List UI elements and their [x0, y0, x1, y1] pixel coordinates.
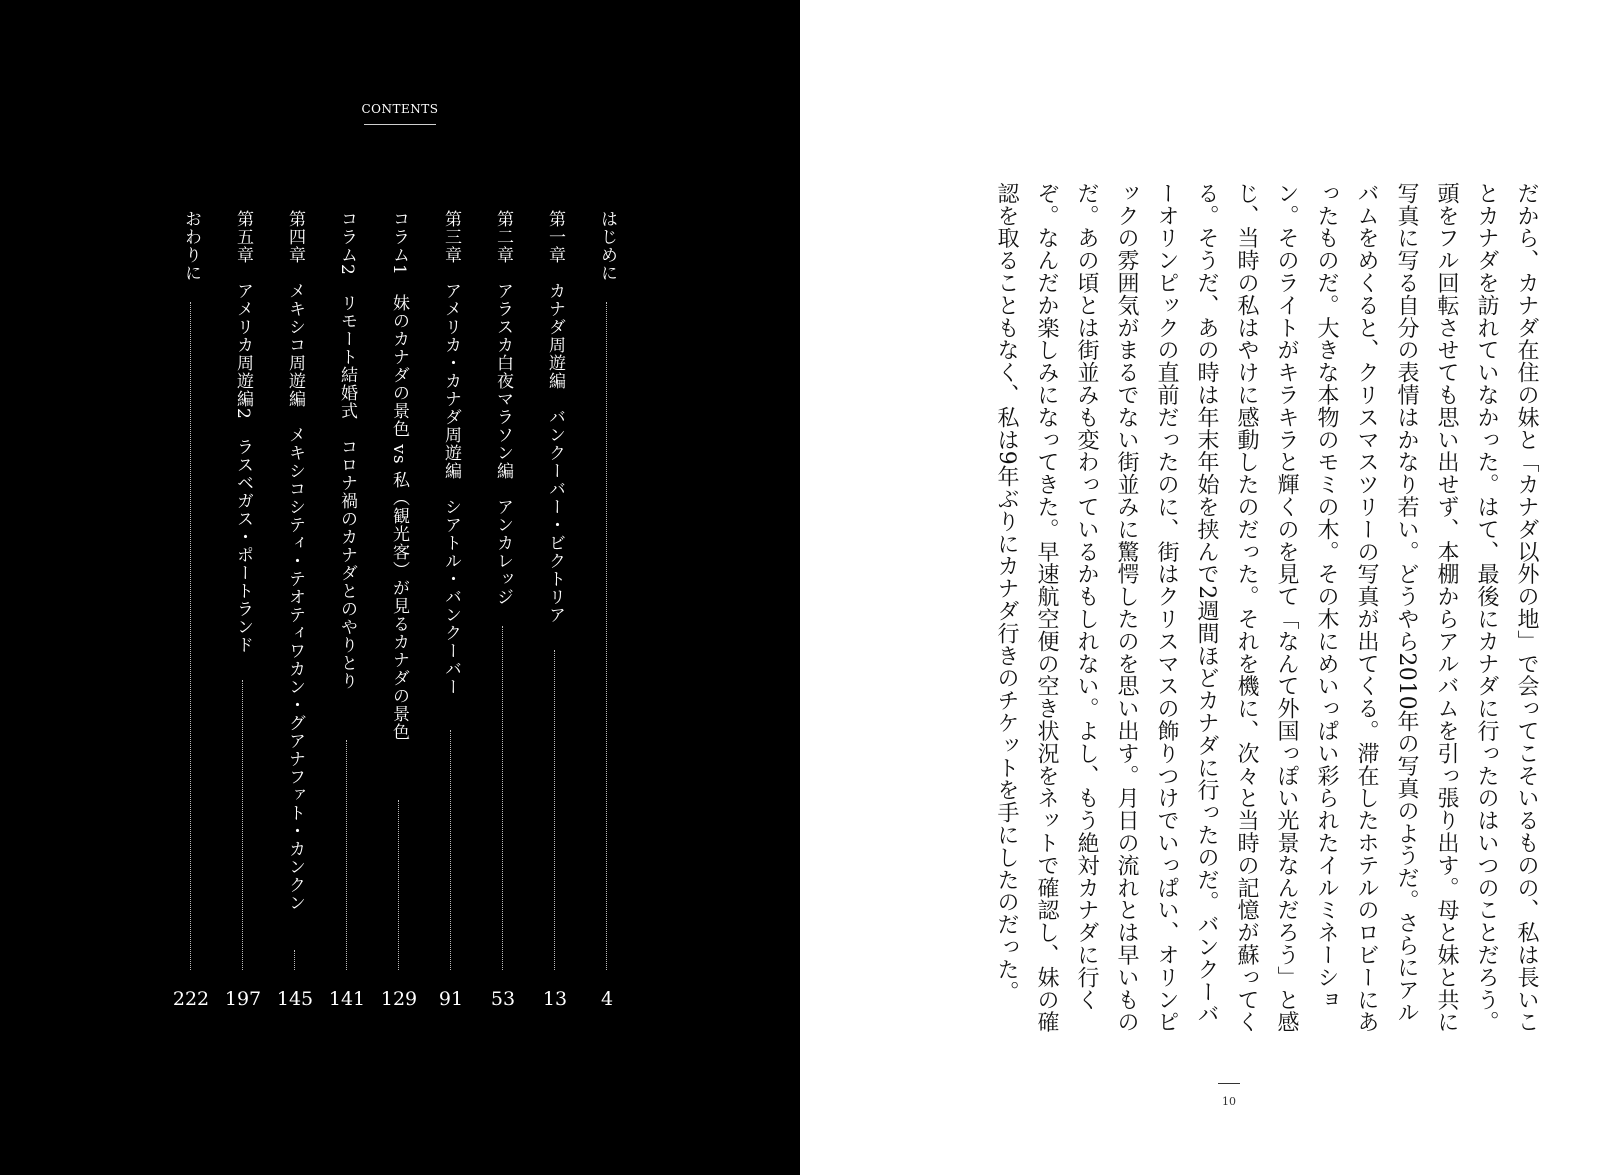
contents-title: CONTENTS — [361, 102, 439, 116]
toc-leader-dots — [346, 740, 347, 970]
toc-leader-dots — [606, 302, 607, 970]
toc-page-number: 145 — [276, 988, 314, 1010]
toc-entry-owarini[interactable] — [177, 210, 205, 970]
page-number: 10 — [1222, 1095, 1236, 1108]
toc-entry-chapter-1[interactable] — [541, 210, 569, 970]
toc-leader-dots — [398, 800, 399, 970]
toc-entry-hajimeni[interactable] — [593, 210, 621, 970]
page-number-rule — [1218, 1083, 1240, 1084]
toc-entry-label: はじめに — [597, 210, 617, 282]
toc-page-number: 141 — [328, 988, 366, 1010]
toc-entry-label: コラム2 リモート結婚式 コロナ禍のカナダとのやりとり — [337, 210, 357, 690]
toc-entry-chapter-2[interactable] — [489, 210, 517, 970]
toc-page-number: 129 — [380, 988, 418, 1010]
toc-leader-dots — [554, 650, 555, 970]
toc-leader-dots — [242, 680, 243, 970]
toc-entry-label: おわりに — [181, 210, 201, 282]
toc-page-number: 4 — [600, 988, 614, 1010]
toc-page-number: 222 — [172, 988, 210, 1010]
toc-page-number: 53 — [490, 988, 516, 1010]
toc-leader-dots — [450, 730, 451, 970]
toc-page-number: 91 — [438, 988, 464, 1010]
toc-entry-chapter-3[interactable] — [437, 210, 465, 970]
toc-entry-label: 第二章 アラスカ白夜マラソン編 アンカレッジ — [493, 210, 513, 606]
toc-entry-column-1[interactable] — [385, 210, 413, 970]
toc-page-number: 13 — [542, 988, 568, 1010]
text-page — [800, 0, 1600, 1175]
toc-leader-dots — [190, 302, 191, 970]
contents-title-rule — [364, 124, 436, 125]
toc-entry-label: 第五章 アメリカ周遊編2 ラスベガス・ポートランド — [233, 210, 253, 654]
toc-entry-label: 第四章 メキシコ周遊編 メキシコシティ・テオティワカン・グアナファト・カンクン — [285, 210, 305, 912]
toc-entry-label: コラム1 妹のカナダの景色 vs 私（観光客）が見るカナダの景色 — [389, 210, 409, 741]
toc-leader-dots — [502, 626, 503, 970]
toc-entry-label: 第一章 カナダ周遊編 バンクーバー・ビクトリア — [545, 210, 565, 624]
toc-page-number: 197 — [224, 988, 262, 1010]
toc-entry-label: 第三章 アメリカ・カナダ周遊編 シアトル・バンクーバー — [441, 210, 461, 696]
toc-entry-chapter-5[interactable] — [229, 210, 257, 970]
body-text: だから、カナダ在住の妹と「カナダ以外の地」で会ってこそいるものの、私は長いことカナダを訪れていなかった。はて、最後にカナダに行ったのはいつのことだろう。頭をフル回転させても思い出せず、本棚からアルバムを引っ張り出す。母と妹と共に写真に写る自分の表情はかなり若い。どうやら2010年の写真のようだ。さらにアルバムをめくると、クリスマスツリーの写真が出てくる。滞在したホテルのロビーにあったものだ。大きな本物のモミの木。その木にめいっぱい彩られたイルミネーション。そのライトがキラキラと輝くのを見て「なんて外国っぽい光景なんだろう」と感じ、当時の私はやけに感動したのだった。それを機に、次々と当時の記憶が蘇ってくる。そうだ、あの時は年末年始を挟んで2週間ほどカナダに行ったのだ。バンクーバーオリンピックの直前だったのに、街はクリスマスの飾りつけでいっぱい、オリンピックの雰囲気がまるでない街並みに驚愕したのを思い出す。月日の流れとは早いものだ。あの頃とは街並みも変わっているかもしれない。よし、もう絶対カナダに行くぞ。なんだか楽しみになってきた。早速航空便の空き状況をネットで確認し、妹の確認を取ることもなく、私は9年ぶりにカナダ行きのチケットを手にしたのだった。 — [994, 182, 1539, 1034]
toc-entry-chapter-4[interactable] — [281, 210, 309, 970]
toc-leader-dots — [294, 950, 295, 970]
toc-entry-column-2[interactable] — [333, 210, 361, 970]
